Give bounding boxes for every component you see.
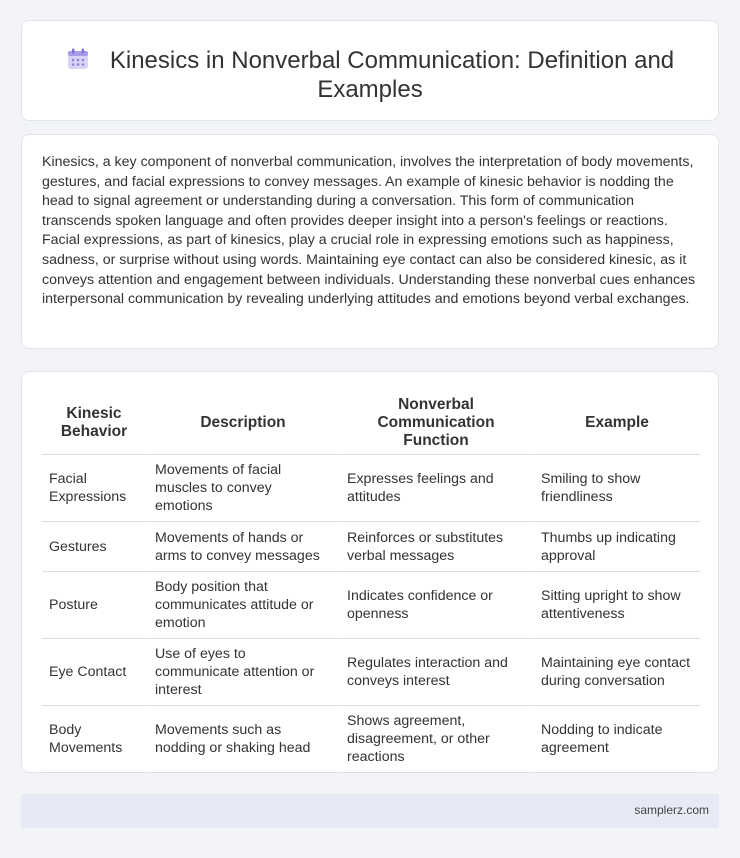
- table-cell: Shows agreement, disagreement, or other reactions: [338, 706, 532, 773]
- table-cell: Reinforces or substitutes verbal messages: [338, 522, 532, 572]
- table-cell: Eye Contact: [42, 639, 146, 706]
- table-row: [42, 455, 700, 522]
- table-cell: Movements of hands or arms to convey messages: [146, 522, 338, 572]
- table-cell: Use of eyes to communicate attention or interest: [146, 639, 338, 706]
- table-row: [42, 706, 700, 773]
- table-cell: Posture: [42, 572, 146, 639]
- title-card: [21, 20, 719, 121]
- table-cell: Nodding to indicate agreement: [532, 706, 700, 773]
- table-cell: Thumbs up indicating approval: [532, 522, 700, 572]
- table-cell: Indicates confidence or openness: [338, 572, 532, 639]
- page-title: [22, 46, 718, 104]
- table-cell: Smiling to show friendliness: [532, 455, 700, 522]
- table-header-row: [42, 392, 700, 455]
- table-row: [42, 639, 700, 706]
- column-header: Description: [146, 392, 338, 455]
- table-cell: Movements such as nodding or shaking head: [146, 706, 338, 773]
- table-cell: Regulates interaction and conveys interest: [338, 639, 532, 706]
- page-title-text: Kinesics in Nonverbal Communication: Definition and Examples: [109, 47, 675, 103]
- table-cell: Gestures: [42, 522, 146, 572]
- table-cell: Maintaining eye contact during conversation: [532, 639, 700, 706]
- table-cell: Movements of facial muscles to convey emotions: [146, 455, 338, 522]
- intro-paragraph: Kinesics, a key component of nonverbal communication, involves the interpretation of body movements, gestures, and facial expressions to convey messages. An example of kinesic behavior is nodding the head to signal agreement or understanding during a conversation. This form of communication transcends spoken language and often provides deeper insight into a person's feelings or reactions. Facial expressions, as part of kinesics, play a crucial role in expressing emotions such as happiness, sadness, or surprise without using words. Maintaining eye contact can also be considered kinesic, as it conveys attention and engagement between individuals. Understanding these nonverbal cues enhances interpersonal communication by revealing underlying attitudes and emotions beyond verbal exchanges.: [42, 154, 696, 308]
- table-cell: Expresses feelings and attitudes: [338, 455, 532, 522]
- kinesics-table: [42, 392, 700, 773]
- table-row: [42, 522, 700, 572]
- table-card: [21, 371, 719, 773]
- table-cell: Body position that communicates attitude or emotion: [146, 572, 338, 639]
- footer-bar: [21, 794, 719, 828]
- footer-site-link[interactable]: samplerz.com: [634, 803, 709, 817]
- table-cell: Facial Expressions: [42, 455, 146, 522]
- column-header: Example: [532, 392, 700, 455]
- intro-card: [21, 134, 719, 349]
- table-row: [42, 572, 700, 639]
- column-header: Kinesic Behavior: [42, 392, 146, 455]
- table-cell: Sitting upright to show attentiveness: [532, 572, 700, 639]
- table-cell: Body Movements: [42, 706, 146, 773]
- column-header: Nonverbal Communication Function: [338, 392, 532, 455]
- calendar-icon: [66, 47, 90, 71]
